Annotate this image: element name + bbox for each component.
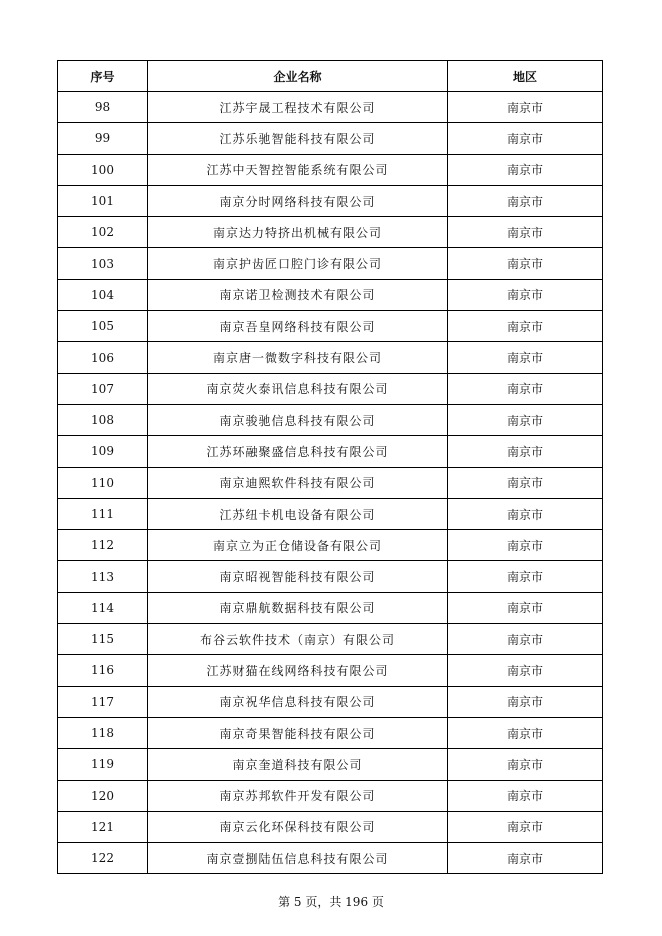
row-region: 南京市 <box>448 561 603 592</box>
row-index: 99 <box>58 123 148 154</box>
table-row <box>58 217 603 248</box>
row-index: 105 <box>58 311 148 342</box>
row-region: 南京市 <box>448 185 603 216</box>
row-company-name: 南京立为正仓储设备有限公司 <box>148 530 448 561</box>
row-region: 南京市 <box>448 436 603 467</box>
row-index: 121 <box>58 811 148 842</box>
row-region: 南京市 <box>448 123 603 154</box>
row-company-name: 江苏纽卡机电设备有限公司 <box>148 498 448 529</box>
row-index: 98 <box>58 92 148 123</box>
table-row <box>58 561 603 592</box>
row-region: 南京市 <box>448 279 603 310</box>
header-index: 序号 <box>58 61 148 92</box>
row-index: 118 <box>58 717 148 748</box>
row-index: 106 <box>58 342 148 373</box>
table-body <box>58 92 603 874</box>
table-row <box>58 373 603 404</box>
table-row <box>58 123 603 154</box>
row-region: 南京市 <box>448 655 603 686</box>
row-company-name: 南京吾皇网络科技有限公司 <box>148 311 448 342</box>
row-company-name: 南京骏驰信息科技有限公司 <box>148 404 448 435</box>
row-index: 103 <box>58 248 148 279</box>
row-company-name: 布谷云软件技术（南京）有限公司 <box>148 624 448 655</box>
table-row <box>58 592 603 623</box>
row-index: 101 <box>58 185 148 216</box>
row-company-name: 江苏宇晟工程技术有限公司 <box>148 92 448 123</box>
row-index: 109 <box>58 436 148 467</box>
row-company-name: 江苏乐驰智能科技有限公司 <box>148 123 448 154</box>
table-row <box>58 248 603 279</box>
row-company-name: 南京达力特挤出机械有限公司 <box>148 217 448 248</box>
row-company-name: 南京壹捌陆伍信息科技有限公司 <box>148 843 448 874</box>
row-region: 南京市 <box>448 780 603 811</box>
table-row <box>58 498 603 529</box>
row-index: 120 <box>58 780 148 811</box>
table-row <box>58 624 603 655</box>
row-company-name: 南京云化环保科技有限公司 <box>148 811 448 842</box>
row-index: 107 <box>58 373 148 404</box>
row-region: 南京市 <box>448 467 603 498</box>
row-company-name: 南京荧火泰讯信息科技有限公司 <box>148 373 448 404</box>
row-region: 南京市 <box>448 592 603 623</box>
table-row <box>58 749 603 780</box>
row-region: 南京市 <box>448 530 603 561</box>
row-company-name: 南京鼎航数据科技有限公司 <box>148 592 448 623</box>
row-company-name: 南京迪熙软件科技有限公司 <box>148 467 448 498</box>
table-row <box>58 530 603 561</box>
row-index: 113 <box>58 561 148 592</box>
table-row <box>58 467 603 498</box>
row-index: 112 <box>58 530 148 561</box>
table-row <box>58 185 603 216</box>
row-index: 108 <box>58 404 148 435</box>
row-company-name: 南京唐一微数字科技有限公司 <box>148 342 448 373</box>
row-region: 南京市 <box>448 749 603 780</box>
row-region: 南京市 <box>448 624 603 655</box>
table-row <box>58 311 603 342</box>
row-index: 116 <box>58 655 148 686</box>
row-region: 南京市 <box>448 92 603 123</box>
row-region: 南京市 <box>448 311 603 342</box>
row-company-name: 南京昭视智能科技有限公司 <box>148 561 448 592</box>
table-row <box>58 686 603 717</box>
page-footer: 第 5 页，共 196 页 <box>278 895 384 909</box>
table-row <box>58 404 603 435</box>
row-region: 南京市 <box>448 498 603 529</box>
row-index: 111 <box>58 498 148 529</box>
table-row <box>58 843 603 874</box>
row-region: 南京市 <box>448 717 603 748</box>
table-row <box>58 92 603 123</box>
table-row <box>58 279 603 310</box>
row-index: 122 <box>58 843 148 874</box>
row-index: 100 <box>58 154 148 185</box>
row-region: 南京市 <box>448 342 603 373</box>
row-company-name: 南京祝华信息科技有限公司 <box>148 686 448 717</box>
row-index: 119 <box>58 749 148 780</box>
row-region: 南京市 <box>448 404 603 435</box>
row-index: 114 <box>58 592 148 623</box>
row-index: 104 <box>58 279 148 310</box>
table-row <box>58 780 603 811</box>
row-index: 102 <box>58 217 148 248</box>
table-row <box>58 342 603 373</box>
row-region: 南京市 <box>448 843 603 874</box>
row-index: 117 <box>58 686 148 717</box>
row-company-name: 南京护齿匠口腔门诊有限公司 <box>148 248 448 279</box>
row-region: 南京市 <box>448 154 603 185</box>
table-row <box>58 154 603 185</box>
row-region: 南京市 <box>448 811 603 842</box>
table-row <box>58 811 603 842</box>
row-company-name: 江苏中天智控智能系统有限公司 <box>148 154 448 185</box>
row-company-name: 南京诺卫检测技术有限公司 <box>148 279 448 310</box>
enterprise-table <box>57 60 603 874</box>
row-index: 115 <box>58 624 148 655</box>
table-row <box>58 655 603 686</box>
row-company-name: 南京苏邦软件开发有限公司 <box>148 780 448 811</box>
table-row <box>58 717 603 748</box>
row-company-name: 江苏环融聚盛信息科技有限公司 <box>148 436 448 467</box>
table-header-row <box>58 61 603 92</box>
header-company-name: 企业名称 <box>148 61 448 92</box>
row-region: 南京市 <box>448 686 603 717</box>
row-company-name: 南京奇果智能科技有限公司 <box>148 717 448 748</box>
table-row <box>58 436 603 467</box>
row-region: 南京市 <box>448 248 603 279</box>
row-company-name: 江苏财猫在线网络科技有限公司 <box>148 655 448 686</box>
row-company-name: 南京分时网络科技有限公司 <box>148 185 448 216</box>
row-region: 南京市 <box>448 373 603 404</box>
row-index: 110 <box>58 467 148 498</box>
row-region: 南京市 <box>448 217 603 248</box>
header-region: 地区 <box>448 61 603 92</box>
row-company-name: 南京奎道科技有限公司 <box>148 749 448 780</box>
